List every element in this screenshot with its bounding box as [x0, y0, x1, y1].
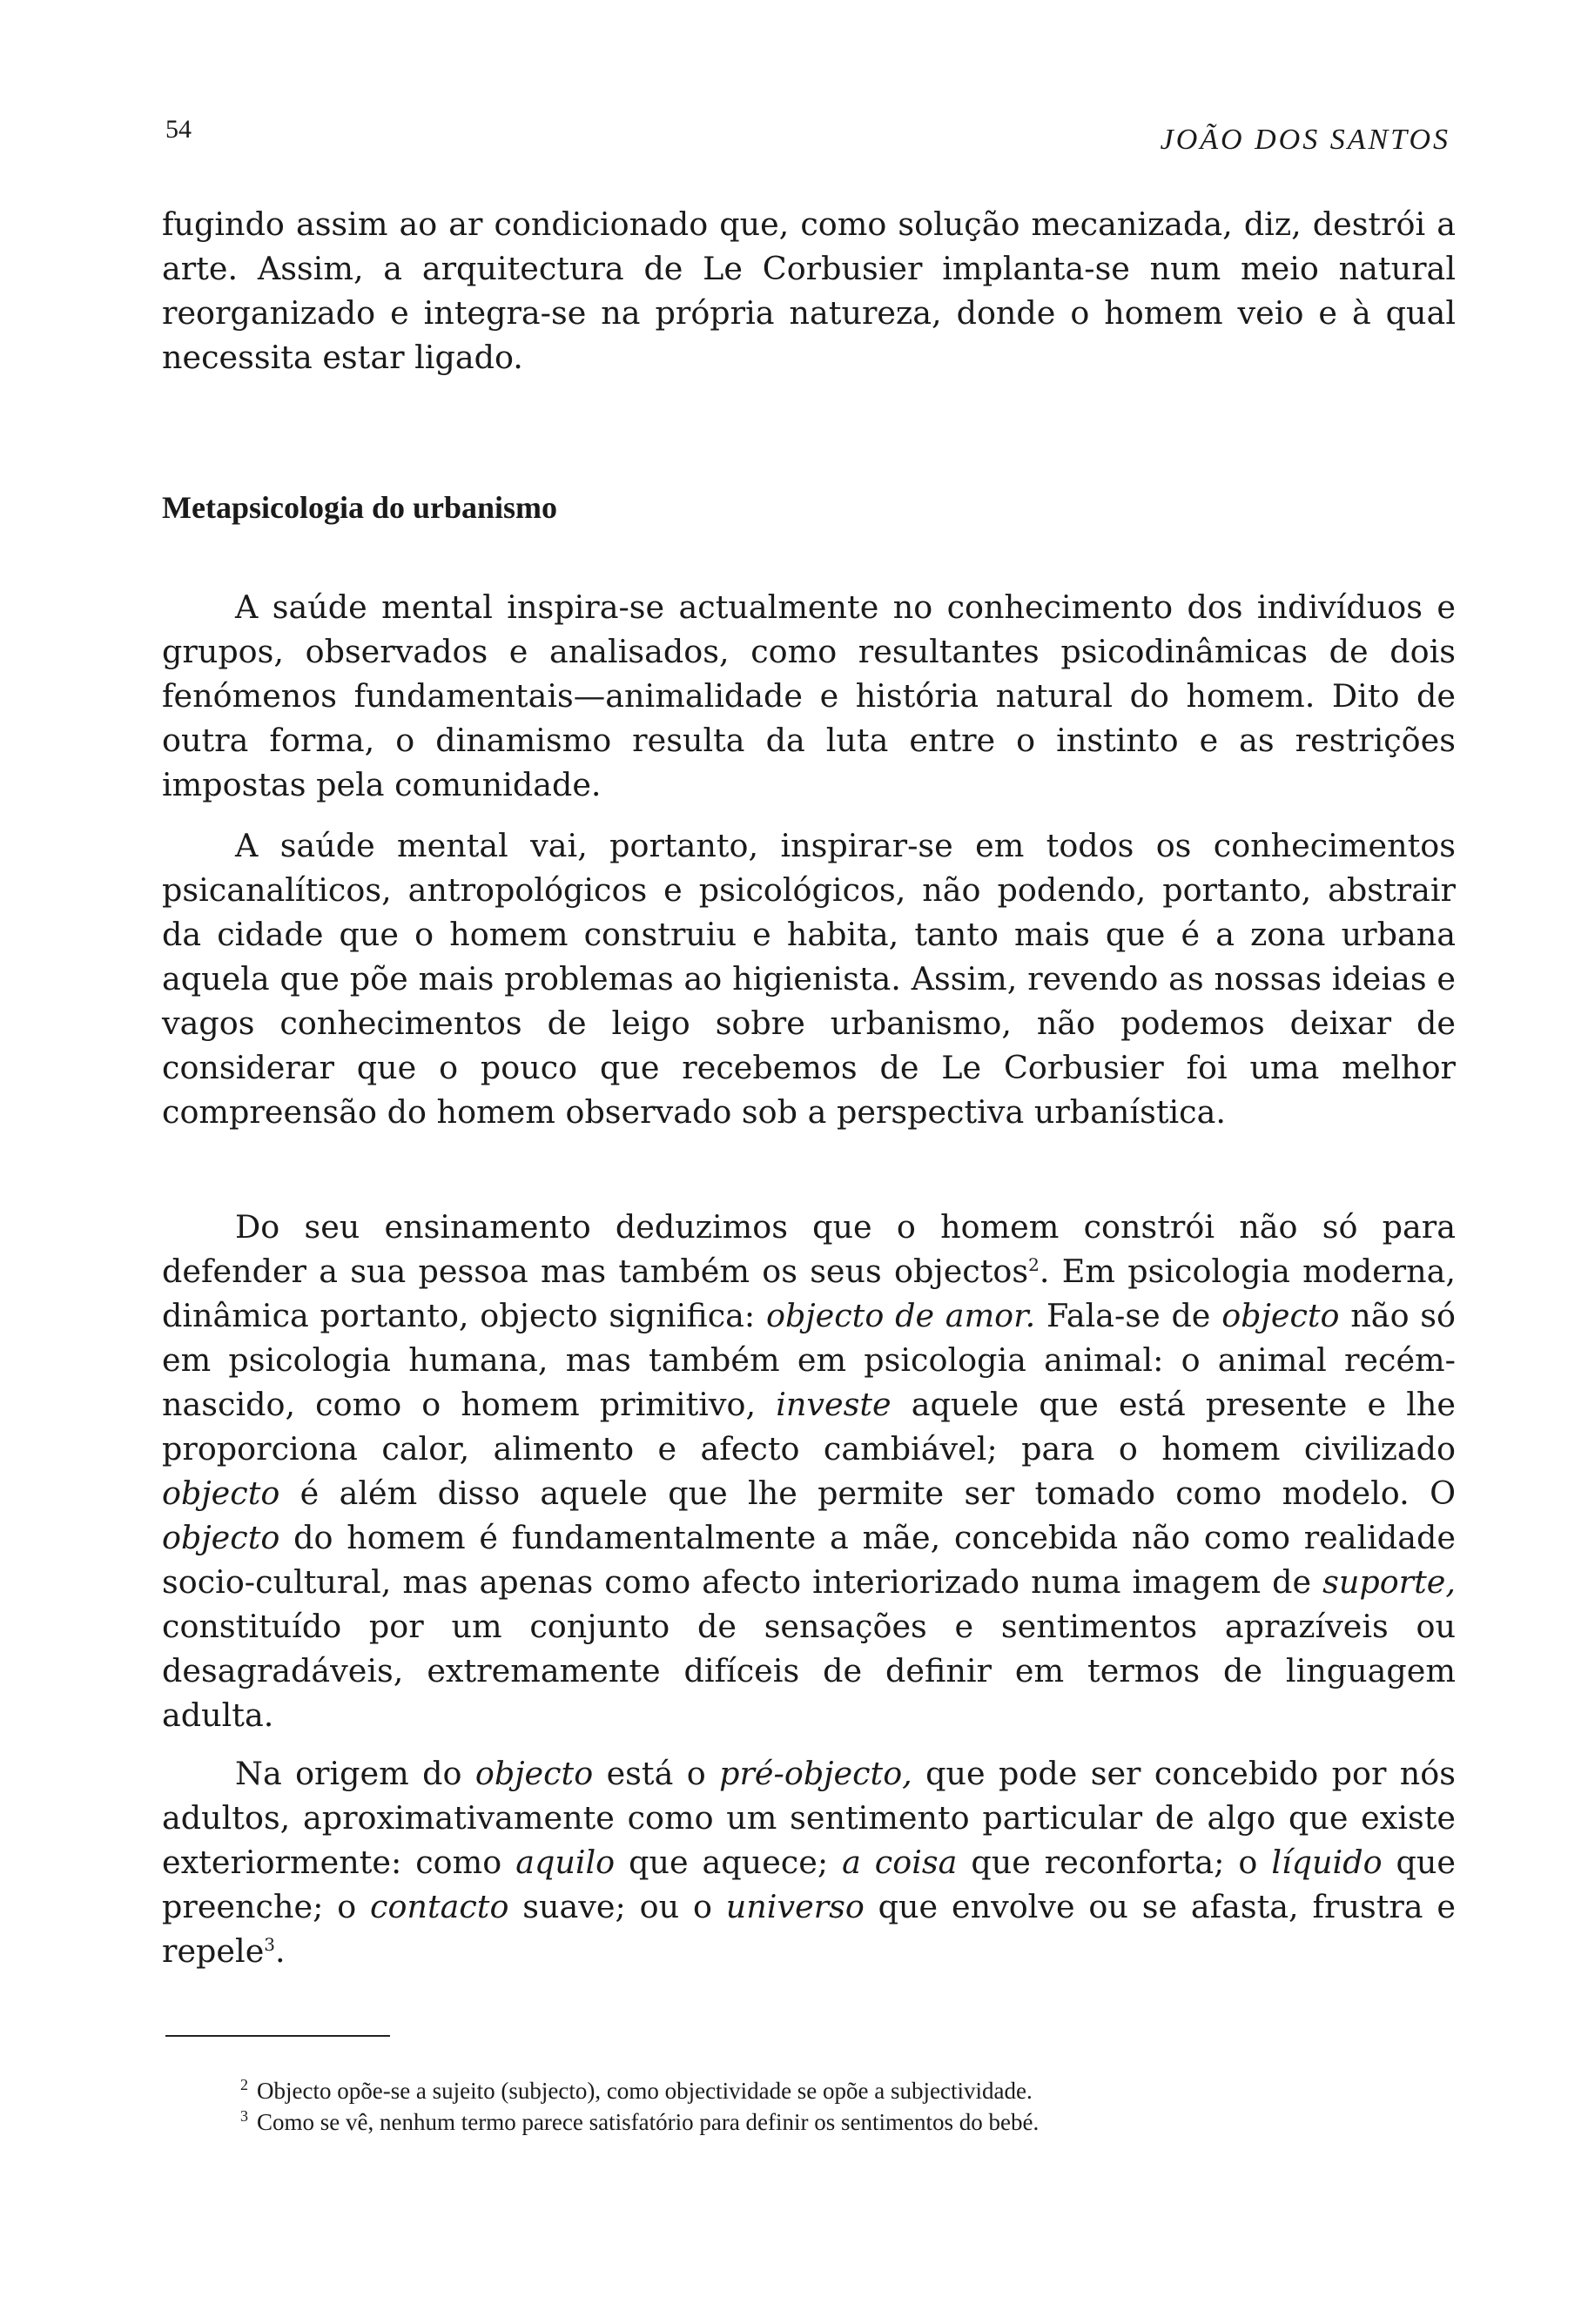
footnote-number: 2	[240, 2076, 248, 2093]
paragraph	[162, 1751, 1456, 1973]
text-run: que preenche; o	[162, 1844, 1456, 1925]
emphasis: objecto	[162, 1519, 280, 1556]
footnote-number: 3	[240, 2107, 248, 2125]
footnote-text: Objecto opõe-se a sujeito (subjecto), como objectividade se opõe a subjectividade.	[257, 2078, 1033, 2104]
footnote-divider	[165, 2035, 390, 2037]
text-run: que envolve ou se afasta, frustra e repele	[162, 1888, 1456, 1970]
text-run: Na origem do	[235, 1755, 475, 1792]
text-run: . Em psicologia moderna, dinâmica portanto, objecto significa:	[162, 1253, 1456, 1334]
emphasis: objecto	[1221, 1297, 1340, 1334]
text-run: aquele que está presente e lhe proporciona calor, alimento e afecto cambiável; para o homem civilizado	[162, 1386, 1456, 1468]
section-heading: Metapsicologia do urbanismo	[162, 490, 558, 525]
text-run: que reconforta; o	[957, 1844, 1272, 1881]
text-run: Fala-se de	[1035, 1297, 1222, 1334]
paragraph	[162, 1205, 1456, 1737]
text-run: suave; ou o	[508, 1888, 726, 1925]
emphasis: objecto de amor.	[765, 1297, 1036, 1334]
text-run: que pode ser concebido por nós adultos, aproximativamente como um sentimento particular de algo que existe exteriormente: como	[162, 1755, 1456, 1881]
emphasis: suporte,	[1322, 1563, 1456, 1601]
paragraph: A saúde mental inspira-se actualmente no conhecimento dos indivíduos e grupos, observados e analisados, como resultantes psicodinâmicas de dois fenómenos fundamentais—animalidade e história natural do homem. Dito de outra forma, o dinamismo resulta da luta entre o instinto e as restrições impostas pela comunidade.	[162, 588, 1456, 803]
emphasis: aquilo	[515, 1844, 616, 1881]
emphasis: universo	[725, 1888, 865, 1925]
emphasis: contacto	[370, 1888, 509, 1925]
footnote-text: Como se vê, nenhum termo parece satisfatório para definir os sentimentos do bebé.	[257, 2109, 1040, 2135]
text-run: que aquece;	[615, 1844, 843, 1881]
text-run: não só em psicologia humana, mas também em psicologia animal: o animal recém-nascido, como o homem primitivo,	[162, 1297, 1457, 1423]
footnote	[240, 2106, 1459, 2138]
emphasis: a coisa	[842, 1844, 958, 1881]
text-run: Do seu ensinamento deduzimos que o homem constrói não só para defender a sua pessoa mas também os seus objectos	[162, 1208, 1456, 1290]
emphasis: líquido	[1271, 1844, 1383, 1881]
footnote-reference[interactable]: 3	[264, 1933, 276, 1955]
text-run: .	[275, 1932, 286, 1970]
text-run: está o	[593, 1755, 720, 1792]
emphasis: objecto	[162, 1474, 280, 1512]
emphasis: objecto	[474, 1755, 594, 1792]
text-run: constituído por um conjunto de sensações e sentimentos aprazíveis ou desagradáveis, extremamente difíceis de definir em termos de linguagem adulta.	[162, 1608, 1456, 1734]
text-run: é além disso aquele que lhe permite ser tomado como modelo. O	[279, 1474, 1456, 1512]
footnote	[240, 2075, 1459, 2106]
text-run: do homem é fundamentalmente a mãe, concebida não como realidade socio-cultural, mas apenas como afecto interiorizado numa imagem de	[162, 1519, 1456, 1601]
emphasis: pré-objecto,	[719, 1755, 912, 1792]
paragraph: A saúde mental vai, portanto, inspirar-se em todos os conhecimentos psicanalíticos, antropológicos e psicológicos, não podendo, portanto, abstrair da cidade que o homem construiu e habita, tanto mais que é a zona urbana aquela que põe mais problemas ao higienista. Assim, revendo as nossas ideias e vagos conhecimentos de leigo sobre urbanismo, não podemos deixar de considerar que o pouco que recebemos de Le Corbusier foi uma melhor compreensão do homem observado sob a perspectiva urbanística.	[162, 827, 1456, 1131]
paragraph-continued: fugindo assim ao ar condicionado que, como solução mecanizada, diz, destrói a arte. Assim, a arquitectura de Le Corbusier implanta-se num meio natural reorganizado e integra-se na própria natureza, donde o homem veio e à qual necessita estar ligado.	[162, 205, 1456, 376]
page-number: 54	[165, 115, 192, 144]
running-head: JOÃO DOS SANTOS	[1160, 124, 1450, 156]
emphasis: investe	[776, 1386, 892, 1423]
footnote-reference[interactable]: 2	[1028, 1253, 1040, 1275]
